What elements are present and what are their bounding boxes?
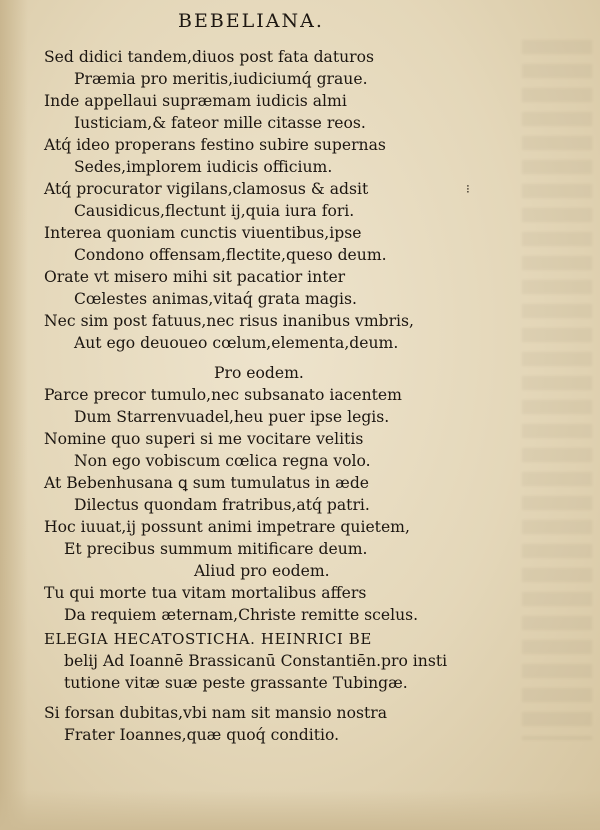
poem-two-line: Non ego vobiscum cœlica regna volo.	[74, 452, 371, 470]
poem-three-line: Da requiem æternam,Christe remitte scelus.	[64, 606, 419, 624]
section-heading: Pro eodem.	[214, 364, 304, 382]
section-heading: Aliud pro eodem.	[194, 562, 330, 580]
poem-two-line: Parce precor tumulo,nec subsanato iacentem	[44, 386, 402, 404]
poem-three-line: Tu qui morte tua vitam mortalibus affers	[44, 584, 367, 602]
poem-one-line: Atq́ procurator vigilans,clamosus & adsit	[44, 180, 369, 198]
margin-mark: ⁝	[466, 182, 470, 196]
page-gutter-shadow	[0, 0, 28, 830]
elegia-title-line: belij Ad Ioannē Brassicanū Constantiēn.pro insti	[64, 652, 448, 670]
poem-one-line: Atq́ ideo properans festino subire supernas	[44, 136, 386, 154]
poem-two-line: Et precibus summum mitificare deum.	[64, 540, 368, 558]
page-bottom-shadow	[0, 790, 600, 830]
running-header: BEBELIANA.	[178, 10, 324, 32]
page-text	[44, 46, 564, 746]
poem-one-line: Inde appellaui supræmam iudicis almi	[44, 92, 347, 110]
poem-one-line: Iusticiam,& fateor mille citasse reos.	[74, 114, 366, 132]
elegia-line: Si forsan dubitas,vbi nam sit mansio nostra	[44, 704, 388, 722]
poem-one-line: Aut ego deuoueo cœlum,elementa,deum.	[74, 334, 399, 352]
poem-one-line: Causidicus,flectunt ij,quia iura fori.	[74, 202, 355, 220]
poem-one-line: Præmia pro meritis,iudiciumq́ graue.	[74, 70, 368, 88]
poem-one-line: Interea quoniam cunctis viuentibus,ipse	[44, 224, 362, 242]
elegia-title-line: tutione vitæ suæ peste grassante Tubingæ.	[64, 674, 408, 692]
poem-two-line: At Bebenhusana ꝗ sum tumulatus in æde	[44, 474, 370, 492]
poem-one-line: Condono offensam,flectite,queso deum.	[74, 246, 387, 264]
poem-one-line: Sed didici tandem,diuos post fata daturos	[44, 48, 375, 66]
poem-one-line: Orate vt misero mihi sit pacatior inter	[44, 268, 346, 286]
poem-two-line: Hoc iuuat,ij possunt animi impetrare quietem,	[44, 518, 410, 536]
poem-one-line: Cœlestes animas,vitaq́ grata magis.	[74, 290, 357, 308]
poem-two-line: Dilectus quondam fratribus,atq́ patri.	[74, 496, 370, 514]
poem-one-line: Sedes,implorem iudicis officium.	[74, 158, 333, 176]
poem-two-line: Nomine quo superi si me vocitare velitis	[44, 430, 364, 448]
poem-one-line: Nec sim post fatuus,nec risus inanibus vmbris,	[44, 312, 415, 330]
elegia-title-line: ELEGIA HECATOSTICHA. HEINRICI BE	[44, 630, 372, 648]
poem-two-line: Dum Starrenvuadel,heu puer ipse legis.	[74, 408, 390, 426]
elegia-line: Frater Ioannes,quæ quoq́ conditio.	[64, 726, 340, 744]
